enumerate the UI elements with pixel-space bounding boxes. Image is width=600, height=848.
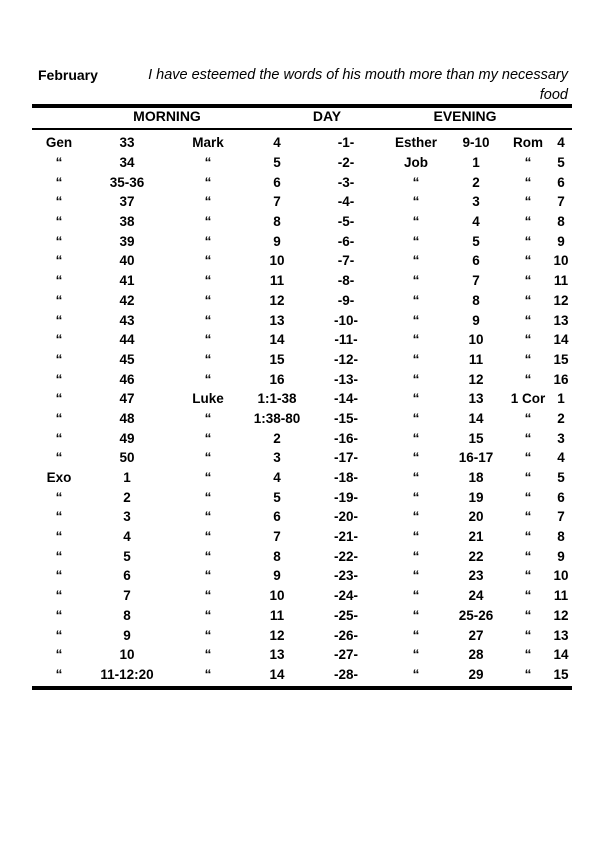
evening-book-2: “ [524,332,532,348]
morning-book-2: “ [204,548,212,564]
evening-chapter: 27 [468,627,484,643]
evening-book: “ [412,627,420,643]
evening-book: “ [412,529,420,545]
morning-book: “ [55,332,63,348]
evening-chapter-2: 12 [553,292,569,308]
table-row [32,231,572,251]
evening-book-2: “ [524,548,532,564]
day-number: -4- [337,194,355,210]
evening-book: “ [412,470,420,486]
evening-chapter-2: 11 [553,588,569,604]
evening-book: “ [412,292,420,308]
evening-book: “ [412,273,420,289]
table-row [32,428,572,448]
header-verse: I have esteemed the words of his mouth more than my necessary food [148,67,568,103]
evening-chapter: 20 [468,509,484,525]
morning-chapter: 3 [123,509,131,525]
morning-chapter: 9 [123,627,131,643]
day-number: -20- [333,509,358,525]
day-number: -16- [333,430,358,446]
evening-book-2: “ [524,529,532,545]
evening-book-2: “ [524,509,532,525]
morning-chapter-2: 4 [273,135,281,151]
morning-book: “ [55,351,63,367]
morning-chapter: 45 [119,351,135,367]
table-row [32,271,572,291]
evening-chapter: 6 [472,253,480,269]
morning-chapter: 46 [119,371,135,387]
morning-chapter-2: 6 [273,509,281,525]
evening-chapter: 24 [468,588,484,604]
evening-book-2: 1 Cor [510,391,546,407]
morning-chapter-2: 8 [273,214,281,230]
morning-book-2: “ [204,273,212,289]
table-row [32,133,572,153]
evening-book-2: “ [524,627,532,643]
evening-book-2: “ [524,607,532,623]
morning-chapter-2: 1:1-38 [257,391,297,407]
evening-chapter: 1 [472,155,480,171]
morning-book: “ [55,371,63,387]
evening-chapter-2: 15 [553,351,569,367]
morning-chapter: 50 [119,450,135,466]
evening-book: “ [412,371,420,387]
morning-book-2: “ [204,410,212,426]
day-number: -9- [337,292,355,308]
morning-book-2: “ [204,351,212,367]
morning-book-2: “ [204,430,212,446]
morning-book-2: “ [204,155,212,171]
evening-chapter: 8 [472,292,480,308]
evening-book-2: “ [524,430,532,446]
morning-chapter-2: 11 [269,273,285,289]
morning-chapter-2: 3 [273,450,281,466]
table-row [32,645,572,665]
morning-chapter-2: 4 [273,470,281,486]
morning-book: “ [55,588,63,604]
morning-book: “ [55,155,63,171]
day-number: -22- [333,548,358,564]
table-row [32,527,572,547]
table-row [32,507,572,527]
morning-chapter-2: 12 [269,292,285,308]
evening-book-2: “ [524,214,532,230]
day-number: -14- [333,391,358,407]
evening-chapter: 18 [468,470,484,486]
evening-chapter-2: 4 [557,450,565,466]
evening-book: “ [412,607,420,623]
evening-book: “ [412,410,420,426]
morning-book: “ [55,194,63,210]
evening-book: “ [412,548,420,564]
morning-book-2: “ [204,253,212,269]
morning-chapter-2: 13 [269,312,285,328]
evening-book: “ [412,233,420,249]
morning-book-2: “ [204,627,212,643]
morning-book: “ [55,430,63,446]
morning-book-2: “ [204,607,212,623]
morning-book-2: “ [204,489,212,505]
morning-book-2: “ [204,332,212,348]
day-number: -2- [337,155,355,171]
evening-chapter-2: 14 [553,647,569,663]
morning-book-2: “ [204,233,212,249]
evening-book-2: “ [524,647,532,663]
evening-chapter: 3 [472,194,480,210]
morning-book-2: “ [204,529,212,545]
day-number: -21- [333,529,358,545]
morning-book: “ [55,174,63,190]
morning-chapter-2: 6 [273,174,281,190]
evening-chapter-2: 10 [553,253,569,269]
evening-book-2: “ [524,489,532,505]
table-row [32,310,572,330]
morning-book-2: “ [204,509,212,525]
table-row [32,586,572,606]
evening-book: “ [412,430,420,446]
evening-chapter-2: 10 [553,568,569,584]
day-number: -15- [333,410,358,426]
evening-book: “ [412,666,420,682]
evening-chapter: 9 [472,312,480,328]
table-row [32,665,572,685]
table-row [32,330,572,350]
morning-book: “ [55,666,63,682]
evening-book-2: “ [524,194,532,210]
day-number: -28- [333,666,358,682]
evening-chapter-2: 8 [557,214,565,230]
morning-chapter-2: 16 [269,371,285,387]
morning-chapter: 39 [119,233,135,249]
evening-chapter: 11 [468,351,484,367]
table-row [32,566,572,586]
morning-book-2: “ [204,647,212,663]
evening-book: “ [412,332,420,348]
evening-chapter-2: 15 [553,666,569,682]
morning-chapter: 2 [123,489,131,505]
evening-chapter-2: 5 [557,155,565,171]
evening-chapter: 13 [468,391,484,407]
morning-book: “ [55,489,63,505]
evening-book: “ [412,509,420,525]
evening-chapter: 14 [468,410,484,426]
morning-book: “ [55,410,63,426]
table-row [32,192,572,212]
morning-book: “ [55,214,63,230]
evening-book: “ [412,351,420,367]
morning-chapter-2: 13 [269,647,285,663]
evening-header: EVENING [433,108,497,124]
evening-book-2: “ [524,155,532,171]
table-row [32,606,572,626]
morning-book: “ [55,233,63,249]
table-row [32,409,572,429]
table-row [32,172,572,192]
evening-book-2: “ [524,312,532,328]
evening-book: “ [412,647,420,663]
month-title: February [38,67,98,83]
evening-chapter: 4 [472,214,480,230]
morning-chapter: 43 [119,312,135,328]
day-number: -1- [337,135,355,151]
morning-book-2: Luke [192,391,224,407]
evening-chapter: 5 [472,233,480,249]
day-number: -17- [333,450,358,466]
morning-chapter-2: 14 [269,332,285,348]
morning-chapter-2: 9 [273,568,281,584]
morning-chapter-2: 2 [273,430,281,446]
morning-chapter: 37 [119,194,135,210]
evening-chapter-2: 4 [557,135,565,151]
morning-chapter: 42 [119,292,135,308]
day-number: -26- [333,627,358,643]
evening-book-2: “ [524,174,532,190]
morning-book-2: “ [204,174,212,190]
evening-chapter: 19 [468,489,484,505]
reading-plan-table [32,133,572,684]
morning-chapter-2: 9 [273,233,281,249]
day-number: -27- [333,647,358,663]
evening-chapter: 21 [468,529,484,545]
header-rule [32,128,572,130]
morning-book: “ [55,607,63,623]
evening-chapter-2: 13 [553,627,569,643]
evening-chapter: 10 [468,332,484,348]
evening-chapter-2: 3 [557,430,565,446]
evening-chapter-2: 2 [557,410,565,426]
evening-chapter: 7 [472,273,480,289]
evening-book: “ [412,194,420,210]
evening-chapter-2: 14 [553,332,569,348]
morning-book: “ [55,253,63,269]
day-number: -3- [337,174,355,190]
table-row [32,291,572,311]
evening-book: “ [412,253,420,269]
morning-chapter: 6 [123,568,131,584]
evening-chapter: 2 [472,174,480,190]
evening-chapter: 9-10 [462,135,490,151]
evening-chapter: 15 [468,430,484,446]
morning-book: “ [55,292,63,308]
evening-chapter-2: 16 [553,371,569,387]
morning-chapter-2: 10 [269,588,285,604]
morning-chapter: 8 [123,607,131,623]
table-row [32,251,572,271]
day-number: -11- [334,332,358,348]
morning-book-2: “ [204,666,212,682]
evening-book: “ [412,214,420,230]
evening-book-2: “ [524,253,532,269]
evening-book: “ [412,174,420,190]
evening-chapter-2: 8 [557,529,565,545]
evening-book: Esther [394,135,438,151]
evening-chapter: 29 [468,666,484,682]
evening-book-2: “ [524,410,532,426]
evening-book-2: “ [524,273,532,289]
morning-chapter: 34 [119,155,135,171]
morning-chapter: 11-12:20 [100,666,154,682]
day-number: -13- [333,371,358,387]
evening-book: “ [412,312,420,328]
morning-book: “ [55,391,63,407]
morning-book: “ [55,529,63,545]
evening-chapter-2: 7 [557,194,565,210]
morning-book: “ [55,312,63,328]
day-number: -25- [333,607,358,623]
day-number: -12- [333,351,358,367]
evening-book-2: “ [524,470,532,486]
morning-chapter: 5 [123,548,131,564]
evening-chapter: 28 [468,647,484,663]
evening-chapter: 22 [468,548,484,564]
evening-book: “ [412,391,420,407]
morning-book-2: “ [204,450,212,466]
morning-book: “ [55,568,63,584]
evening-book: “ [412,450,420,466]
evening-book: “ [412,568,420,584]
evening-book-2: “ [524,568,532,584]
morning-chapter-2: 7 [273,529,281,545]
morning-chapter-2: 5 [273,155,281,171]
morning-book: “ [55,509,63,525]
morning-chapter: 1 [123,470,131,486]
evening-chapter: 12 [468,371,484,387]
morning-chapter-2: 15 [269,351,285,367]
morning-book-2: “ [204,568,212,584]
morning-chapter-2: 14 [269,666,285,682]
table-row [32,350,572,370]
morning-chapter: 7 [123,588,131,604]
day-number: -5- [337,214,355,230]
evening-chapter-2: 13 [553,312,569,328]
morning-chapter: 4 [123,529,131,545]
evening-book-2: Rom [513,135,543,151]
evening-chapter-2: 6 [557,489,565,505]
evening-book-2: “ [524,371,532,387]
morning-chapter: 40 [119,253,135,269]
morning-book: “ [55,450,63,466]
morning-chapter: 47 [119,391,135,407]
day-number: -23- [333,568,358,584]
evening-book-2: “ [524,292,532,308]
day-number: -10- [333,312,358,328]
day-number: -7- [337,253,355,269]
morning-book-2: “ [204,312,212,328]
morning-chapter-2: 7 [273,194,281,210]
morning-header: MORNING [133,108,201,124]
morning-book: “ [55,647,63,663]
morning-chapter: 48 [119,410,135,426]
evening-chapter: 25-26 [458,607,494,623]
evening-book-2: “ [524,450,532,466]
morning-chapter: 44 [119,332,135,348]
morning-book-2: “ [204,470,212,486]
evening-chapter-2: 6 [557,174,565,190]
table-row [32,448,572,468]
morning-chapter: 38 [119,214,135,230]
morning-chapter: 33 [119,135,135,151]
table-row [32,487,572,507]
morning-chapter: 41 [119,273,135,289]
table-row [32,153,572,173]
morning-chapter-2: 5 [273,489,281,505]
table-row [32,546,572,566]
morning-book: Exo [46,470,72,486]
morning-book-2: “ [204,194,212,210]
day-number: -8- [337,273,355,289]
evening-chapter-2: 9 [557,233,565,249]
evening-chapter-2: 7 [557,509,565,525]
day-number: -24- [333,588,358,604]
evening-book-2: “ [524,233,532,249]
morning-chapter-2: 8 [273,548,281,564]
morning-chapter-2: 11 [269,607,285,623]
table-row [32,369,572,389]
day-number: -18- [333,470,358,486]
evening-chapter-2: 1 [557,391,565,407]
morning-chapter-2: 10 [269,253,285,269]
evening-chapter-2: 12 [553,607,569,623]
evening-book: “ [412,588,420,604]
evening-chapter-2: 11 [553,273,569,289]
evening-chapter-2: 5 [557,470,565,486]
day-number: -19- [333,489,358,505]
table-row [32,625,572,645]
day-header: DAY [312,108,342,124]
morning-book: “ [55,548,63,564]
morning-book-2: “ [204,292,212,308]
morning-book-2: Mark [192,135,224,151]
morning-book-2: “ [204,371,212,387]
evening-book-2: “ [524,351,532,367]
morning-chapter: 49 [119,430,135,446]
evening-book: “ [412,489,420,505]
evening-chapter: 16-17 [458,450,494,466]
morning-chapter: 10 [119,647,135,663]
table-row [32,212,572,232]
bottom-rule [32,686,572,690]
morning-book: “ [55,273,63,289]
morning-chapter: 35-36 [109,174,145,190]
evening-chapter: 23 [468,568,484,584]
evening-book: Job [403,155,428,171]
reading-rows [32,133,572,684]
morning-chapter-2: 1:38-80 [253,410,301,426]
morning-book: Gen [45,135,73,151]
morning-chapter-2: 12 [269,627,285,643]
day-number: -6- [337,233,355,249]
evening-chapter-2: 9 [557,548,565,564]
evening-book-2: “ [524,666,532,682]
morning-book: “ [55,627,63,643]
morning-book-2: “ [204,214,212,230]
table-row [32,389,572,409]
evening-book-2: “ [524,588,532,604]
morning-book-2: “ [204,588,212,604]
table-row [32,468,572,488]
